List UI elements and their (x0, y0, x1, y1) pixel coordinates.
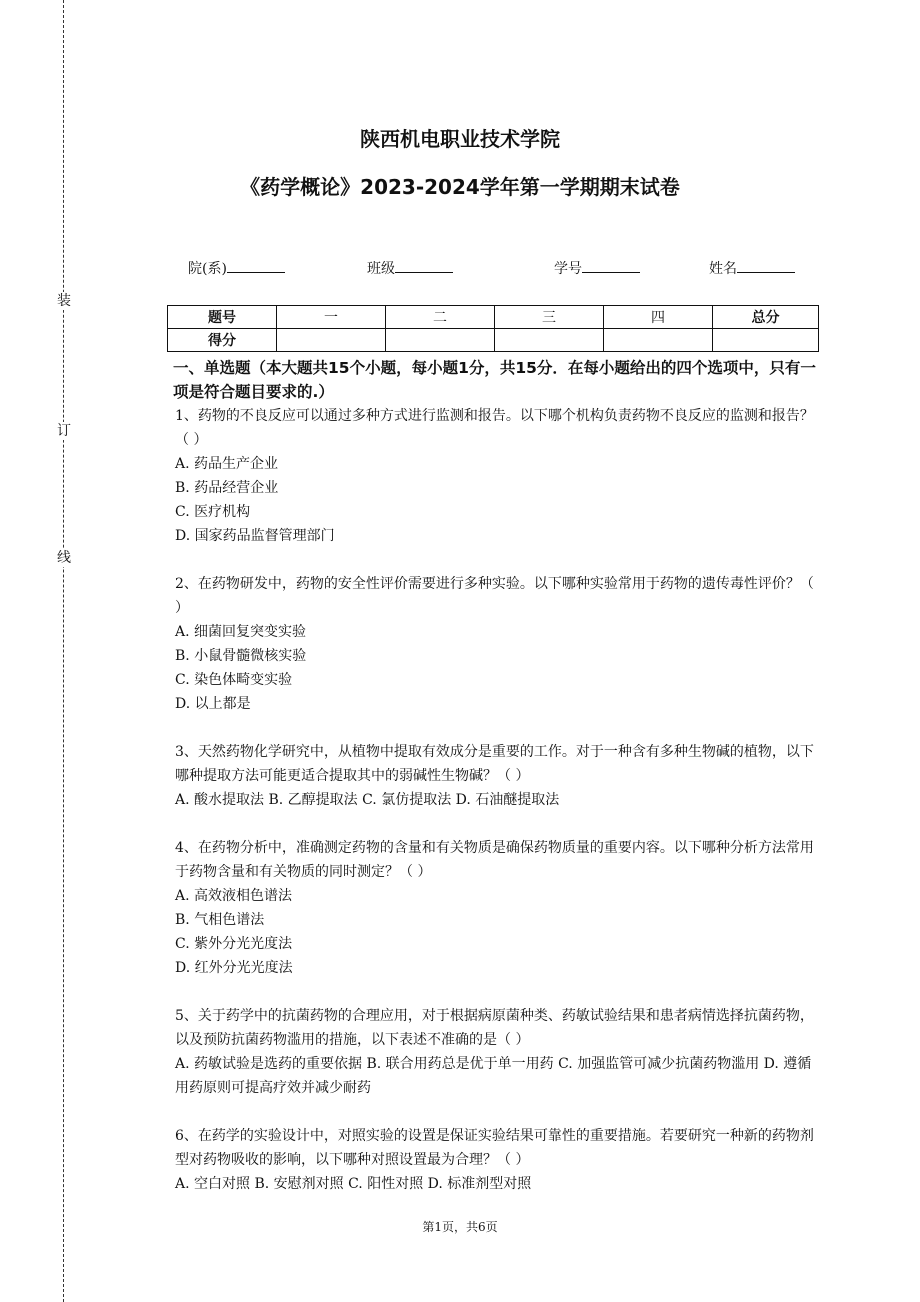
question-text: 2、在药物研发中，药物的安全性评价需要进行多种实验。以下哪种实验常用于药物的遗传毒性评价？（ ） (175, 576, 814, 616)
class-label: 班级 (367, 261, 395, 277)
question-item (175, 404, 820, 548)
question-options-inline[interactable]: A. 酸水提取法 B. 乙醇提取法 C. 氯仿提取法 D. 石油醚提取法 (175, 792, 560, 808)
question-text: 1、药物的不良反应可以通过多种方式进行监测和报告。以下哪个机构负责药物不良反应的监测和报告？（ ） (175, 408, 814, 448)
student-id-label: 学号 (554, 261, 582, 277)
name-field[interactable] (709, 258, 795, 278)
question-item (175, 740, 820, 812)
question-text: 3、天然药物化学研究中，从植物中提取有效成分是重要的工作。对于一种含有多种生物碱的植物，以下哪种提取方法可能更适合提取其中的弱碱性生物碱？（ ） (175, 744, 814, 784)
question-option[interactable]: A. 细菌回复突变实验 (175, 624, 307, 640)
question-options-inline[interactable]: A. 空白对照 B. 安慰剂对照 C. 阳性对照 D. 标准剂型对照 (175, 1176, 532, 1192)
score-table-score-row (168, 329, 819, 352)
school-name: 陕西机电职业技术学院 (360, 127, 560, 151)
question-option[interactable]: A. 高效液相色谱法 (175, 888, 293, 904)
question-option[interactable]: D. 以上都是 (175, 696, 251, 712)
score-cell-part-3: 三 (495, 306, 604, 329)
question-option[interactable]: D. 红外分光光度法 (175, 960, 293, 976)
question-option[interactable]: D. 国家药品监督管理部门 (175, 528, 335, 544)
question-option[interactable]: B. 药品经营企业 (175, 480, 279, 496)
dept-field[interactable] (188, 258, 285, 278)
student-id-blank[interactable] (582, 258, 640, 273)
exam-title: 《药学概论》2023-2024学年第一学期期末试卷 (240, 175, 680, 199)
name-label: 姓名 (709, 261, 737, 277)
question-option[interactable]: B. 气相色谱法 (175, 912, 265, 928)
question-options-inline[interactable]: A. 药敏试验是选药的重要依据 B. 联合用药总是优于单一用药 C. 加强监管可减少抗菌药物滥用 D. 遵循用药原则可提高疗效并减少耐药 (175, 1056, 812, 1096)
score-blank-1[interactable] (277, 329, 386, 352)
score-cell-score-label: 得分 (168, 329, 277, 352)
score-blank-4[interactable] (604, 329, 713, 352)
question-option[interactable]: C. 医疗机构 (175, 504, 251, 520)
score-blank-2[interactable] (386, 329, 495, 352)
binding-char-zhuang: 装 (57, 293, 71, 309)
score-cell-part-2: 二 (386, 306, 495, 329)
dept-blank[interactable] (227, 258, 285, 273)
name-blank[interactable] (737, 258, 795, 273)
page-footer: 第1页，共6页 (422, 1220, 498, 1234)
score-cell-total: 总分 (713, 306, 819, 329)
question-option[interactable]: B. 小鼠骨髓微核实验 (175, 648, 307, 664)
question-item (175, 836, 820, 980)
question-option[interactable]: C. 染色体畸变实验 (175, 672, 293, 688)
score-cell-question-no: 题号 (168, 306, 277, 329)
score-cell-part-4: 四 (604, 306, 713, 329)
dept-label: 院(系) (188, 261, 227, 277)
exam-content (175, 356, 820, 1196)
question-item (175, 1004, 820, 1100)
binding-char-ding: 订 (57, 423, 71, 439)
score-blank-3[interactable] (495, 329, 604, 352)
question-text: 4、在药物分析中，准确测定药物的含量和有关物质是确保药物质量的重要内容。以下哪种分析方法常用于药物含量和有关物质的同时测定？（ ） (175, 840, 814, 880)
score-cell-part-1: 一 (277, 306, 386, 329)
student-id-field[interactable] (554, 258, 640, 278)
question-item (175, 572, 820, 716)
class-field[interactable] (367, 258, 453, 278)
question-text: 5、关于药学中的抗菌药物的合理应用，对于根据病原菌种类、药敏试验结果和患者病情选择抗菌药物，以及预防抗菌药物滥用的措施，以下表述不准确的是（ ） (175, 1008, 814, 1048)
question-text: 6、在药学的实验设计中，对照实验的设置是保证实验结果可靠性的重要措施。若要研究一种新的药物剂型对药物吸收的影响，以下哪种对照设置最为合理？（ ） (175, 1128, 814, 1168)
score-blank-total[interactable] (713, 329, 819, 352)
question-option[interactable]: A. 药品生产企业 (175, 456, 279, 472)
binding-char-xian: 线 (57, 550, 71, 566)
question-option[interactable]: C. 紫外分光光度法 (175, 936, 293, 952)
score-table-header-row (168, 306, 819, 329)
class-blank[interactable] (395, 258, 453, 273)
question-item (175, 1124, 820, 1196)
section-title: 一、单选题（本大题共15个小题，每小题1分，共15分．在每小题给出的四个选项中，只有一项是符合题目要求的.） (173, 359, 816, 401)
score-table (167, 305, 819, 352)
student-info-row (0, 258, 920, 280)
